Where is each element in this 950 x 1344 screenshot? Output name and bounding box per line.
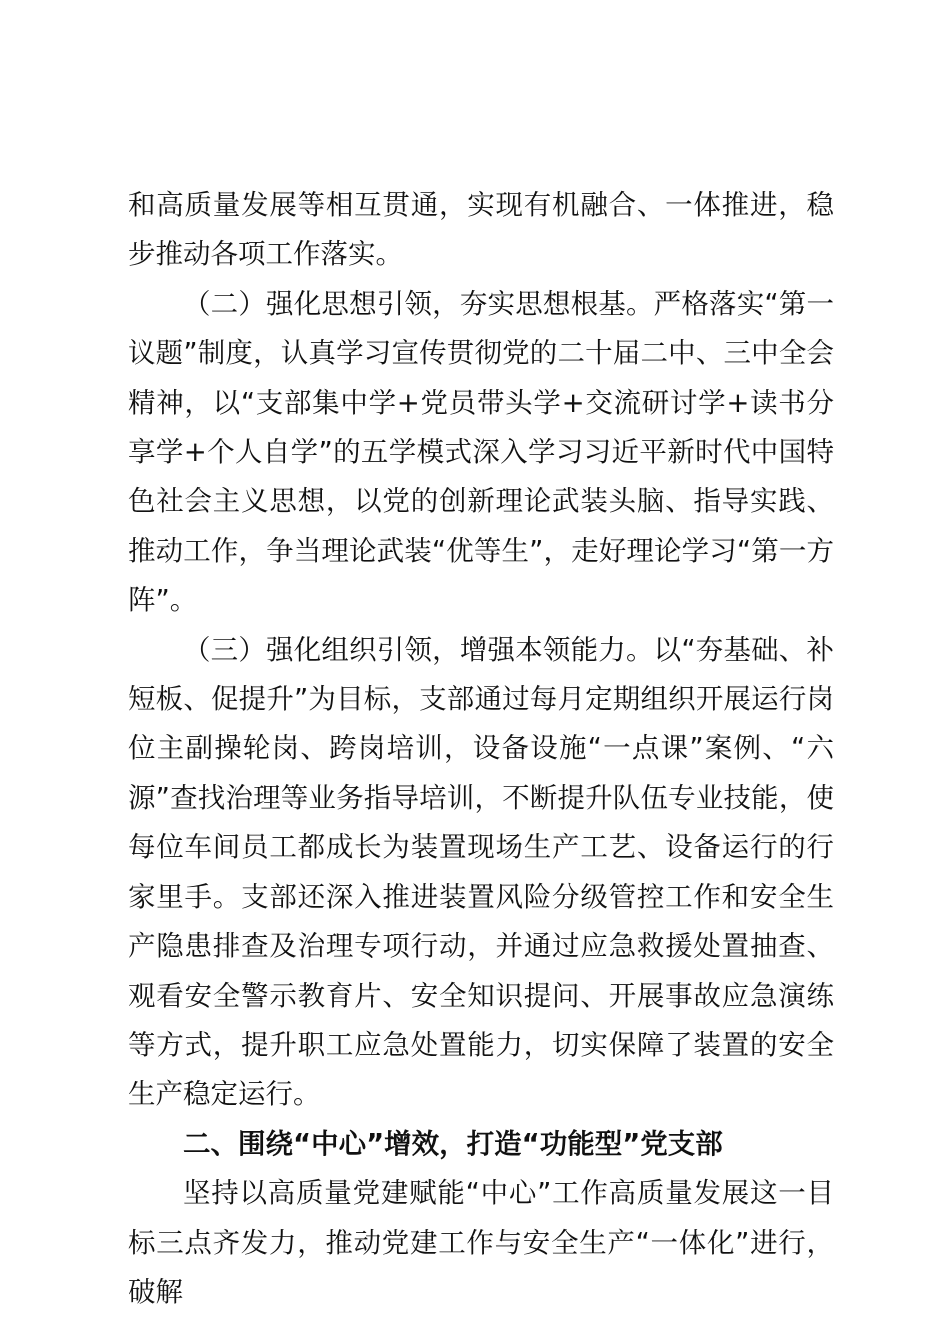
section-heading: 二、围绕“中心”增效，打造“功能型”党支部 bbox=[183, 1127, 723, 1160]
paragraph-section-intro: 坚持以高质量党建赋能“中心”工作高质量发展这一目标三点齐发力，推动党建工作与安全生产“一体化”进行，破解 bbox=[128, 1177, 834, 1308]
body-text bbox=[128, 181, 834, 1317]
paragraph-section-2: （二）强化思想引领，夯实思想根基。严格落实“第一议题”制度，认真学习宣传贯彻党的二十届二中、三中全会精神，以“支部集中学+党员带头学+交流研讨学+读书分享学+个人自学”的五学模式深入学习习近平新时代中国特色社会主义思想，以党的创新理论武装头脑、指导实践、推动工作，争当理论武装“优等生”，走好理论学习“第一方阵”。 bbox=[128, 287, 834, 617]
paragraph-section-3: （三）强化组织引领，增强本领能力。以“夯基础、补短板、促提升”为目标，支部通过每月定期组织开展运行岗位主副操轮岗、跨岗培训，设备设施“一点课”案例、“六源”查找治理等业务指导培训，不断提升队伍专业技能，使每位车间员工都成长为装置现场生产工艺、设备运行的行家里手。支部还深入推进装置风险分级管控工作和安全生产隐患排查及治理专项行动，并通过应急救援处置抽查、观看安全警示教育片、安全知识提问、开展事故应急演练等方式，提升职工应急处置能力，切实保障了装置的安全生产稳定运行。 bbox=[128, 633, 834, 1111]
paragraph-continuation: 和高质量发展等相互贯通，实现有机融合、一体推进，稳步推动各项工作落实。 bbox=[128, 189, 834, 271]
